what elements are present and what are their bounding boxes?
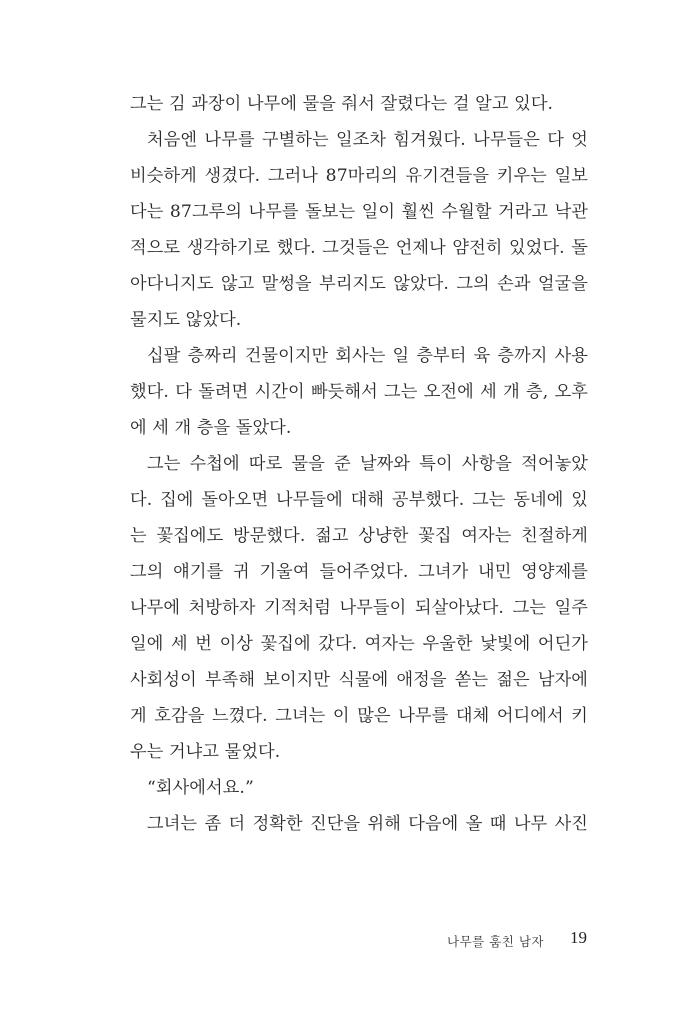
text-line: 적으로 생각하기로 했다. 그것들은 언제나 얌전히 있었다. 돌: [130, 238, 588, 258]
body-text: [130, 86, 588, 842]
text-line: 우는 거냐고 물었다.: [130, 742, 281, 762]
text-line: 했다. 다 돌려면 시간이 빠듯해서 그는 오전에 세 개 층, 오후: [130, 382, 588, 402]
text-line: 십팔 층짜리 건물이지만 회사는 일 층부터 육 층까지 사용: [147, 346, 588, 366]
text-line: 그는 수첩에 따로 물을 준 날짜와 특이 사항을 적어놓았: [147, 454, 588, 474]
text-line: 다는 87그루의 나무를 돌보는 일이 훨씬 수월할 거라고 낙관: [130, 202, 588, 222]
text-line: 일에 세 번 이상 꽃집에 갔다. 여자는 우울한 낯빛에 어딘가: [130, 634, 588, 654]
page-number: 19: [570, 928, 587, 947]
text-line: 처음엔 나무를 구별하는 일조차 힘겨웠다. 나무들은 다 엇: [147, 130, 588, 150]
text-line: 그의 얘기를 귀 기울여 들어주었다. 그녀가 내민 영양제를: [130, 562, 588, 582]
text-line: 비슷하게 생겼다. 그러나 87마리의 유기견들을 키우는 일보: [130, 166, 588, 186]
running-title: 나무를 훔친 남자: [447, 934, 544, 949]
text-line: “회사에서요.”: [147, 778, 254, 798]
text-line: 그는 김 과장이 나무에 물을 줘서 잘렸다는 걸 알고 있다.: [130, 94, 554, 114]
text-line: 에 세 개 층을 돌았다.: [130, 418, 292, 438]
text-line: 는 꽃집에도 방문했다. 젊고 상냥한 꽃집 여자는 친절하게: [130, 526, 588, 546]
text-line: 나무에 처방하자 기적처럼 나무들이 되살아났다. 그는 일주: [130, 598, 588, 618]
text-line: 물지도 않았다.: [130, 310, 242, 330]
text-line: 다. 집에 돌아오면 나무들에 대해 공부했다. 그는 동네에 있: [130, 490, 588, 510]
text-line: 게 호감을 느꼈다. 그녀는 이 많은 나무를 대체 어디에서 키: [130, 706, 588, 726]
text-line: 사회성이 부족해 보이지만 식물에 애정을 쏟는 젊은 남자에: [130, 670, 588, 690]
text-line: 아다니지도 않고 말썽을 부리지도 않았다. 그의 손과 얼굴을: [130, 274, 588, 294]
text-line: 그녀는 좀 더 정확한 진단을 위해 다음에 올 때 나무 사진: [147, 814, 588, 834]
page-footer: [0, 930, 691, 960]
